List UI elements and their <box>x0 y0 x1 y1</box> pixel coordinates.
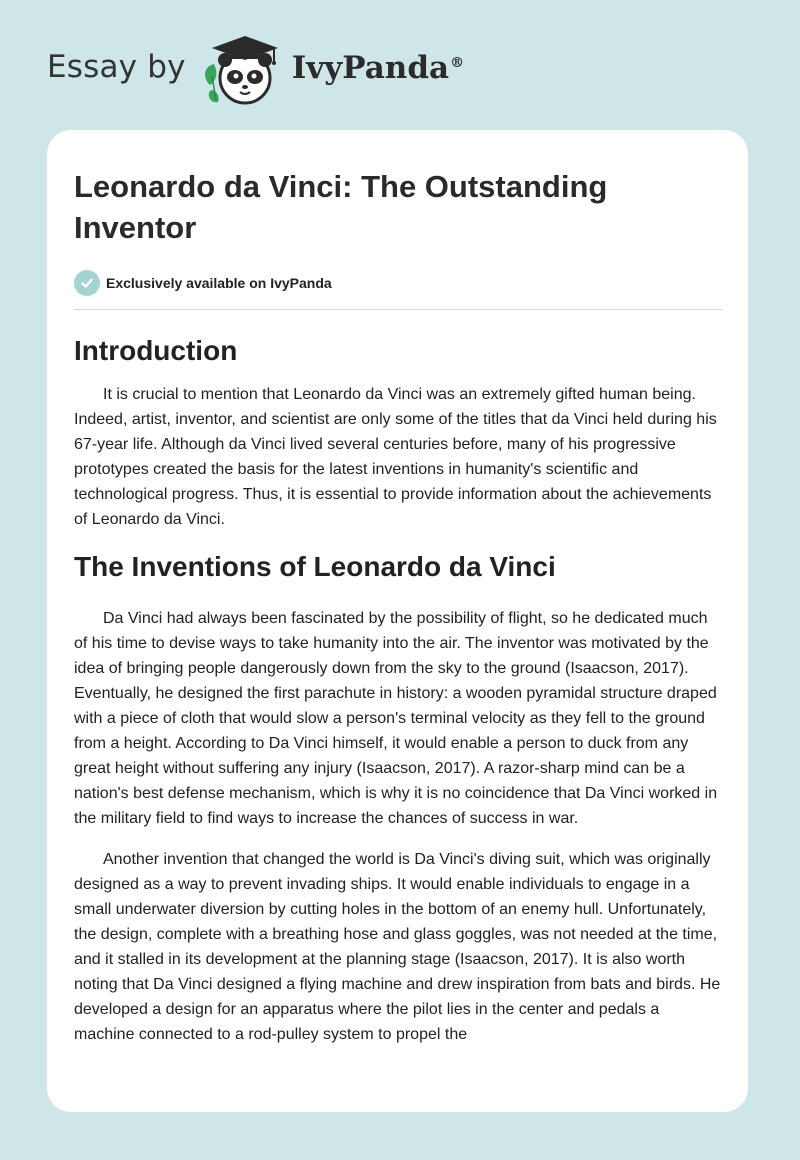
site-header <box>47 30 464 110</box>
paragraph: It is crucial to mention that Leonardo da Vinci was an extremely gifted human being. Indeed, artist, inventor, and scientist are only some of the titles that da Vinci held during his 67-year life. Although da Vinci lived several centuries before, many of his progressive prototypes created the basis for the latest inventions in humanity's scientific and technological progress. Thus, it is essential to provide information about the achievements of Leonardo da Vinci. <box>74 386 717 528</box>
essay-by-label: Essay by <box>47 49 186 85</box>
page-title: Leonardo da Vinci: The Outstanding Inventor <box>74 169 608 245</box>
section-heading-inventions: The Inventions of Leonardo da Vinci <box>74 551 556 582</box>
divider <box>74 309 722 310</box>
registered-mark: ® <box>450 54 465 71</box>
brand-label: IvyPanda <box>291 50 450 86</box>
exclusive-label: Exclusively available on IvyPanda <box>106 275 332 291</box>
section-heading-introduction: Introduction <box>74 335 238 366</box>
article-card <box>47 130 748 1112</box>
panda-graduate-icon[interactable] <box>200 30 290 110</box>
brand-name[interactable] <box>292 50 464 86</box>
exclusive-badge <box>74 270 722 296</box>
paragraph: Another invention that changed the world is Da Vinci's diving suit, which was originally designed as a way to prevent invading ships. It would enable individuals to engage in a small underwater diversion by cutting holes in the bottom of an enemy hull. Unfortunately, the design, complete with a breathing hose and glass goggles, was not needed at the time, and it stalled in its development at the planning stage (Isaacson, 2017). It is also worth noting that Da Vinci designed a flying machine and drew inspiration from bats and birds. He developed a design for an apparatus where the pilot lies in the center and pedals a machine connected to a rod-pulley system to propel the <box>74 851 721 1043</box>
check-icon <box>74 270 100 296</box>
paragraph: Da Vinci had always been fascinated by the possibility of flight, so he dedicated much of his time to devise ways to take humanity into the air. The inventor was motivated by the idea of bringing people dangerously down from the sky to the ground (Isaacson, 2017). Eventually, he designed the first parachute in history: a wooden pyramidal structure draped with a piece of cloth that would slow a person's terminal velocity as they fell to the ground from a height. According to Da Vinci himself, it would enable a person to duck from any great height without suffering any injury (Isaacson, 2017). A razor-sharp mind can be a nation's best defense mechanism, which is why it is no coincidence that Da Vinci worked in the military field to find ways to increase the chances of success in war. <box>74 610 718 827</box>
